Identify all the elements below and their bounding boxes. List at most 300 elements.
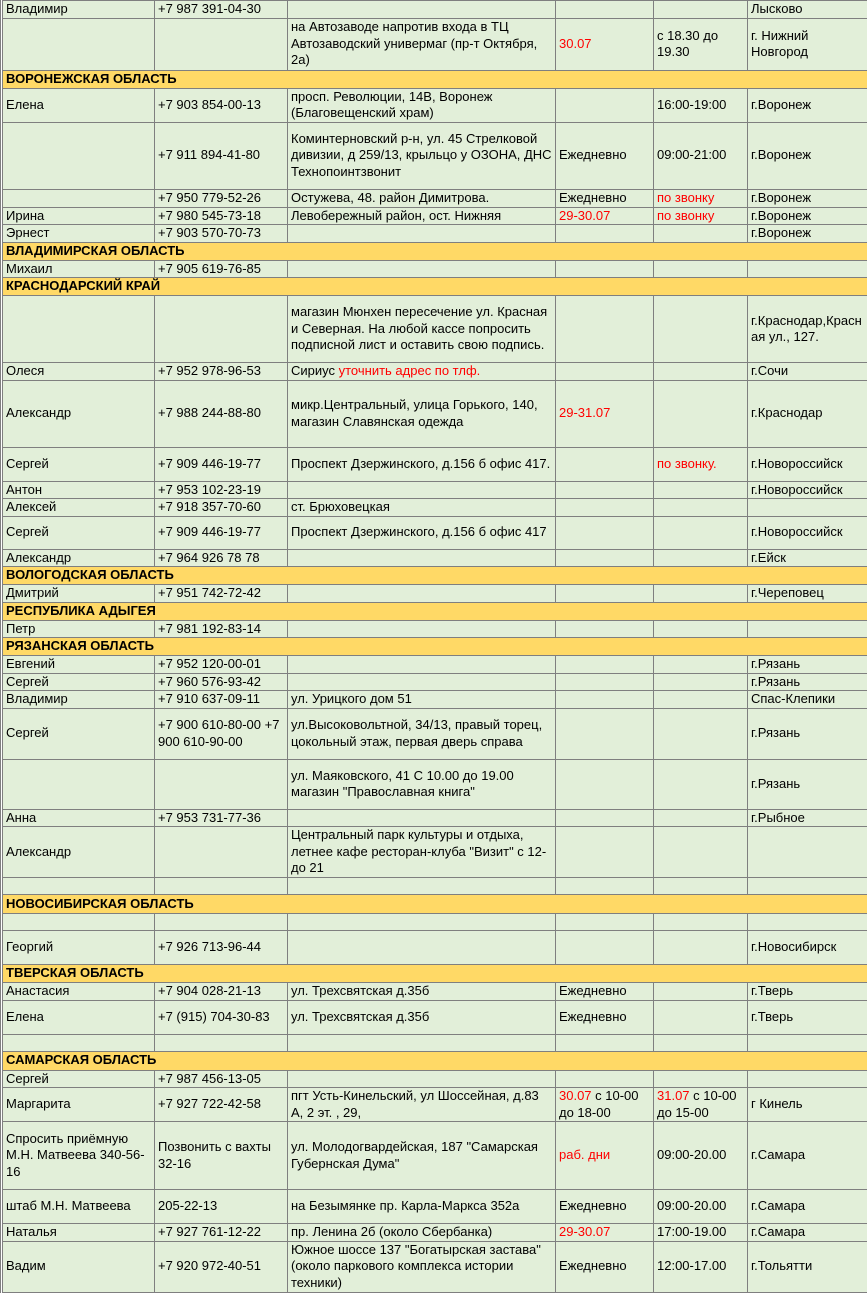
date-text: Ежедневно	[559, 983, 627, 998]
city-cell	[748, 296, 867, 363]
time-cell	[654, 481, 748, 499]
city-text: г.Краснодар,Красная ул., 127.	[751, 313, 862, 345]
date-cell	[556, 809, 654, 827]
date-cell	[556, 878, 654, 895]
phone-text: +7 952 120-00-01	[158, 656, 261, 671]
city-cell	[748, 549, 867, 567]
name-cell	[2, 656, 155, 674]
city-text: Лысково	[751, 1, 802, 16]
date-cell: 30.07 с 10-00 до 18-00	[556, 1088, 654, 1122]
date-cell	[556, 260, 654, 278]
city-text: г.Воронеж	[751, 97, 811, 112]
name-cell	[2, 983, 155, 1001]
city-cell	[748, 1034, 867, 1051]
name-text: Петр	[6, 621, 35, 636]
time-text: 12:00-17.00	[657, 1258, 726, 1273]
name-text: Владимир	[6, 1, 68, 16]
date-cell	[556, 1034, 654, 1051]
city-text: г.Рязань	[751, 656, 800, 671]
city-cell	[748, 983, 867, 1001]
city-cell	[748, 827, 867, 878]
address-text: Проспект Дзержинского, д.156 б офис 417	[291, 524, 547, 539]
date-cell	[556, 691, 654, 709]
phone-text: +7 927 722-42-58	[158, 1096, 261, 1111]
date-text: 29-30.07	[559, 1224, 610, 1239]
phone-text: +7 910 637-09-11	[158, 691, 260, 706]
phone-cell	[155, 1070, 288, 1088]
name-text: Евгений	[6, 656, 55, 671]
date-text: 29-30.07	[559, 208, 610, 223]
phone-text: +7 909 446-19-77	[158, 524, 261, 539]
city-text: г.Краснодар	[751, 405, 822, 420]
phone-cell	[155, 499, 288, 517]
name-text: Елена	[6, 97, 44, 112]
city-cell	[748, 620, 867, 638]
phone-text: +7 952 978-96-53	[158, 363, 261, 378]
date-cell	[556, 620, 654, 638]
table-row	[2, 122, 867, 189]
table-row	[2, 1, 867, 19]
address-text: ул. Трехсвятская д.35б	[291, 983, 429, 998]
address-cell	[288, 260, 556, 278]
city-text: г.Воронеж	[751, 147, 811, 162]
name-cell	[2, 1034, 155, 1051]
time-text: по звонку	[657, 190, 714, 205]
address-cell	[288, 1224, 556, 1242]
time-text: 09:00-20.00	[657, 1147, 726, 1162]
city-text: Спас-Клепики	[751, 691, 835, 706]
phone-cell	[155, 549, 288, 567]
date-text: Ежедневно	[559, 1198, 627, 1213]
name-text: Михаил	[6, 261, 53, 276]
name-cell	[2, 585, 155, 603]
city-text: г.Воронеж	[751, 225, 811, 240]
address-cell	[288, 585, 556, 603]
region-title: ТВЕРСКАЯ ОБЛАСТЬ	[2, 965, 867, 983]
region-header-row	[2, 567, 867, 585]
address-cell	[288, 189, 556, 207]
table-row	[2, 931, 867, 965]
address-cell	[288, 1190, 556, 1224]
name-cell	[2, 380, 155, 447]
name-text: Вадим	[6, 1258, 46, 1273]
address-text: Левобережный район, ост. Нижняя	[291, 208, 501, 223]
address-cell	[288, 1122, 556, 1190]
time-cell	[654, 260, 748, 278]
table-row	[2, 914, 867, 931]
address-cell	[288, 691, 556, 709]
city-text: г. Нижний Новгород	[751, 28, 808, 60]
time-cell	[654, 691, 748, 709]
name-cell	[2, 691, 155, 709]
name-cell	[2, 88, 155, 122]
phone-cell	[155, 656, 288, 674]
name-cell	[2, 759, 155, 809]
phone-cell	[155, 363, 288, 381]
name-text: Олеся	[6, 363, 44, 378]
address-cell	[288, 809, 556, 827]
name-text: Эрнест	[6, 225, 49, 240]
name-cell	[2, 620, 155, 638]
name-cell	[2, 1000, 155, 1034]
city-cell	[748, 207, 867, 225]
phone-cell	[155, 827, 288, 878]
address-cell	[288, 878, 556, 895]
time-cell	[654, 656, 748, 674]
table-row	[2, 691, 867, 709]
address-cell	[288, 708, 556, 759]
phone-cell	[155, 296, 288, 363]
phone-text: +7 909 446-19-77	[158, 456, 261, 471]
phone-cell	[155, 620, 288, 638]
address-text: ул. Маяковского, 41 С 10.00 до 19.00 магазин "Православная книга"	[291, 768, 514, 800]
date-cell	[556, 1000, 654, 1034]
date-cell	[556, 1122, 654, 1190]
phone-cell	[155, 189, 288, 207]
date-cell	[556, 207, 654, 225]
name-text: Александр	[6, 405, 71, 420]
time-cell	[654, 759, 748, 809]
address-cell	[288, 549, 556, 567]
address-cell	[288, 18, 556, 70]
table-row	[2, 585, 867, 603]
date-cell	[556, 1241, 654, 1292]
name-text: Сергей	[6, 524, 49, 539]
address-cell	[288, 481, 556, 499]
time-cell	[654, 1190, 748, 1224]
table-row	[2, 809, 867, 827]
name-cell	[2, 499, 155, 517]
table-row	[2, 1190, 867, 1224]
name-cell	[2, 1122, 155, 1190]
date-cell	[556, 759, 654, 809]
name-cell	[2, 189, 155, 207]
city-text: г.Новороссийск	[751, 524, 843, 539]
phone-text: +7 960 576-93-42	[158, 674, 261, 689]
city-cell	[748, 656, 867, 674]
table-row	[2, 296, 867, 363]
time-cell	[654, 827, 748, 878]
address-cell	[288, 207, 556, 225]
time-cell	[654, 380, 748, 447]
highlighted-date: 31.07	[657, 1088, 690, 1103]
city-cell	[748, 691, 867, 709]
time-cell	[654, 207, 748, 225]
address-cell	[288, 983, 556, 1001]
address-cell	[288, 88, 556, 122]
phone-cell	[155, 673, 288, 691]
name-cell	[2, 673, 155, 691]
city-text: г.Тверь	[751, 1009, 793, 1024]
city-cell	[748, 1241, 867, 1292]
date-text: Ежедневно	[559, 147, 627, 162]
address-text: магазин Мюнхен пересечение ул. Красная и Северная. На любой кассе попросить подписной лист и оставить свою подпись.	[291, 304, 547, 352]
city-cell	[748, 481, 867, 499]
region-header-row	[2, 602, 867, 620]
region-title: КРАСНОДАРСКИЙ КРАЙ	[2, 278, 867, 296]
city-cell	[748, 931, 867, 965]
name-cell	[2, 878, 155, 895]
time-cell	[654, 931, 748, 965]
time-cell	[654, 914, 748, 931]
phone-text: +7 988 244-88-80	[158, 405, 261, 420]
time-text: 09:00-21:00	[657, 147, 726, 162]
address-cell	[288, 363, 556, 381]
time-cell	[654, 1, 748, 19]
phone-cell	[155, 878, 288, 895]
date-text: 30.07	[559, 36, 592, 51]
date-cell	[556, 673, 654, 691]
name-cell	[2, 296, 155, 363]
date-text: Ежедневно	[559, 1258, 627, 1273]
phone-text: 205-22-13	[158, 1198, 217, 1213]
address-cell	[288, 1, 556, 19]
address-cell	[288, 122, 556, 189]
phone-cell	[155, 225, 288, 243]
address-cell	[288, 516, 556, 549]
city-text: г.Рыбное	[751, 810, 805, 825]
phone-cell	[155, 1241, 288, 1292]
city-text: г.Воронеж	[751, 208, 811, 223]
date-cell	[556, 1, 654, 19]
address-text: Центральный парк культуры и отдыха, летнее кафе ресторан-клуба "Визит" с 12- до 21	[291, 827, 546, 875]
region-title: РЕСПУБЛИКА АДЫГЕЯ	[2, 602, 867, 620]
address-cell	[288, 380, 556, 447]
date-cell	[556, 656, 654, 674]
city-cell	[748, 499, 867, 517]
time-cell	[654, 708, 748, 759]
city-cell	[748, 88, 867, 122]
phone-text: +7 926 713-96-44	[158, 939, 261, 954]
city-cell	[748, 809, 867, 827]
table-row	[2, 1224, 867, 1242]
date-text: Ежедневно	[559, 1009, 627, 1024]
table-row	[2, 363, 867, 381]
address-cell	[288, 296, 556, 363]
time-cell	[654, 549, 748, 567]
time-cell	[654, 447, 748, 481]
city-cell	[748, 260, 867, 278]
phone-cell	[155, 260, 288, 278]
phone-text: +7 927 761-12-22	[158, 1224, 261, 1239]
city-text: г.Рязань	[751, 776, 800, 791]
phone-text: +7 903 854-00-13	[158, 97, 261, 112]
time-cell	[654, 673, 748, 691]
city-cell	[748, 380, 867, 447]
time-cell	[654, 1000, 748, 1034]
region-title: ВОРОНЕЖСКАЯ ОБЛАСТЬ	[2, 70, 867, 88]
date-text: Ежедневно	[559, 190, 627, 205]
name-cell	[2, 1224, 155, 1242]
city-cell	[748, 122, 867, 189]
phone-text: +7 987 456-13-05	[158, 1071, 261, 1086]
phone-cell	[155, 481, 288, 499]
phone-cell	[155, 1034, 288, 1051]
city-text: г.Ейск	[751, 550, 786, 565]
table-row	[2, 1241, 867, 1292]
city-cell	[748, 516, 867, 549]
phone-text: +7 905 619-76-85	[158, 261, 261, 276]
city-cell	[748, 18, 867, 70]
date-cell	[556, 363, 654, 381]
time-cell	[654, 18, 748, 70]
time-cell	[654, 1070, 748, 1088]
phone-cell	[155, 122, 288, 189]
address-text: Сириус	[291, 363, 335, 378]
name-cell	[2, 1, 155, 19]
address-cell	[288, 1070, 556, 1088]
time-text: 16:00-19:00	[657, 97, 726, 112]
city-cell	[748, 225, 867, 243]
address-text: ул. Трехсвятская д.35б	[291, 1009, 429, 1024]
region-title: НОВОСИБИРСКАЯ ОБЛАСТЬ	[2, 895, 867, 914]
city-text: г.Рязань	[751, 725, 800, 740]
date-cell	[556, 380, 654, 447]
date-cell	[556, 516, 654, 549]
time-cell	[654, 1241, 748, 1292]
date-text: 29-31.07	[559, 405, 610, 420]
date-cell	[556, 931, 654, 965]
table-row	[2, 481, 867, 499]
name-text: Наталья	[6, 1224, 57, 1239]
phone-cell	[155, 809, 288, 827]
date-cell	[556, 1224, 654, 1242]
name-cell	[2, 516, 155, 549]
phone-cell	[155, 585, 288, 603]
name-cell	[2, 481, 155, 499]
name-text: Спросить приёмную М.Н. Матвеева 340-56-16	[6, 1131, 145, 1179]
name-text: штаб М.Н. Матвеева	[6, 1198, 131, 1213]
phone-text: +7 981 192-83-14	[158, 621, 261, 636]
phone-text: +7 920 972-40-51	[158, 1258, 261, 1273]
name-cell	[2, 225, 155, 243]
region-title: ВЛАДИМИРСКАЯ ОБЛАСТЬ	[2, 242, 867, 260]
phone-text: +7 980 545-73-18	[158, 208, 261, 223]
table-row	[2, 620, 867, 638]
city-cell	[748, 708, 867, 759]
time-cell	[654, 122, 748, 189]
name-text: Сергей	[6, 1071, 49, 1086]
address-cell	[288, 1088, 556, 1122]
time-cell	[654, 1122, 748, 1190]
table-row	[2, 983, 867, 1001]
region-title: РЯЗАНСКАЯ ОБЛАСТЬ	[2, 638, 867, 656]
date-cell	[556, 827, 654, 878]
date-cell	[556, 447, 654, 481]
name-text: Ирина	[6, 208, 44, 223]
phone-text: +7 953 731-77-36	[158, 810, 261, 825]
address-text: ул. Урицкого дом 51	[291, 691, 412, 706]
table-row	[2, 656, 867, 674]
phone-cell	[155, 691, 288, 709]
name-cell	[2, 122, 155, 189]
phone-cell	[155, 1224, 288, 1242]
address-text: ул. Молодогвардейская, 187 "Самарская Губернская Дума"	[291, 1139, 538, 1171]
phone-text: +7 (915) 704-30-83	[158, 1009, 270, 1024]
time-cell	[654, 88, 748, 122]
time-cell	[654, 499, 748, 517]
name-text: Елена	[6, 1009, 44, 1024]
address-cell	[288, 759, 556, 809]
time-cell: 31.07 с 10-00 до 15-00	[654, 1088, 748, 1122]
phone-text: Позвонить с вахты 32-16	[158, 1139, 271, 1171]
time-cell	[654, 189, 748, 207]
city-cell	[748, 673, 867, 691]
name-cell	[2, 1070, 155, 1088]
table-row	[2, 1088, 867, 1122]
phone-text: +7 953 102-23-19	[158, 482, 261, 497]
phone-cell	[155, 759, 288, 809]
table-row	[2, 673, 867, 691]
phone-text: +7 911 894-41-80	[158, 147, 260, 162]
phone-cell	[155, 914, 288, 931]
highlighted-date: 30.07	[559, 1088, 592, 1103]
table-row	[2, 88, 867, 122]
table-row	[2, 225, 867, 243]
address-cell	[288, 620, 556, 638]
city-text: г.Тверь	[751, 983, 793, 998]
city-cell	[748, 1070, 867, 1088]
table-row	[2, 499, 867, 517]
time-cell	[654, 1034, 748, 1051]
region-title: ВОЛОГОДСКАЯ ОБЛАСТЬ	[2, 567, 867, 585]
city-cell	[748, 914, 867, 931]
name-text: Сергей	[6, 456, 49, 471]
name-text: Антон	[6, 482, 42, 497]
phone-cell	[155, 708, 288, 759]
phone-cell	[155, 931, 288, 965]
name-text: Алексей	[6, 499, 56, 514]
name-cell	[2, 18, 155, 70]
address-text: ст. Брюховецкая	[291, 499, 390, 514]
phone-cell	[155, 1088, 288, 1122]
address-cell	[288, 1000, 556, 1034]
region-header-row	[2, 1051, 867, 1070]
address-cell	[288, 225, 556, 243]
time-cell	[654, 878, 748, 895]
table-row	[2, 1034, 867, 1051]
phone-text: +7 900 610-80-00 +7 900 610-90-00	[158, 717, 279, 749]
address-text: пгт Усть-Кинельский, ул Шоссейная, д.83 А, 2 эт. , 29,	[291, 1088, 539, 1120]
address-text: Остужева, 48. район Димитрова.	[291, 190, 489, 205]
name-text: Маргарита	[6, 1096, 71, 1111]
address-text: Южное шоссе 137 "Богатырская застава" (около паркового комплекса истории техники)	[291, 1242, 541, 1290]
region-title: САМАРСКАЯ ОБЛАСТЬ	[2, 1051, 867, 1070]
name-text: Анна	[6, 810, 36, 825]
table-row	[2, 380, 867, 447]
address-text: ул.Высоковольтной, 34/13, правый торец, цокольный этаж, первая дверь справа	[291, 717, 542, 749]
date-cell	[556, 914, 654, 931]
address-text: Коминтерновский р-н, ул. 45 Стрелковой дивизии, д 259/13, крыльцо у ОЗОНА, ДНС Технопоинтзвонит	[291, 131, 552, 179]
table-row	[2, 447, 867, 481]
phone-cell	[155, 380, 288, 447]
name-cell	[2, 260, 155, 278]
city-cell	[748, 363, 867, 381]
city-text: г.Новороссийск	[751, 456, 843, 471]
phone-cell	[155, 88, 288, 122]
phone-cell	[155, 1, 288, 19]
phone-cell	[155, 18, 288, 70]
date-cell	[556, 1190, 654, 1224]
phone-text: +7 951 742-72-42	[158, 585, 261, 600]
time-cell	[654, 585, 748, 603]
table-row	[2, 207, 867, 225]
region-header-row	[2, 70, 867, 88]
region-header-row	[2, 965, 867, 983]
region-header-row	[2, 895, 867, 914]
time-cell	[654, 363, 748, 381]
name-cell	[2, 1088, 155, 1122]
